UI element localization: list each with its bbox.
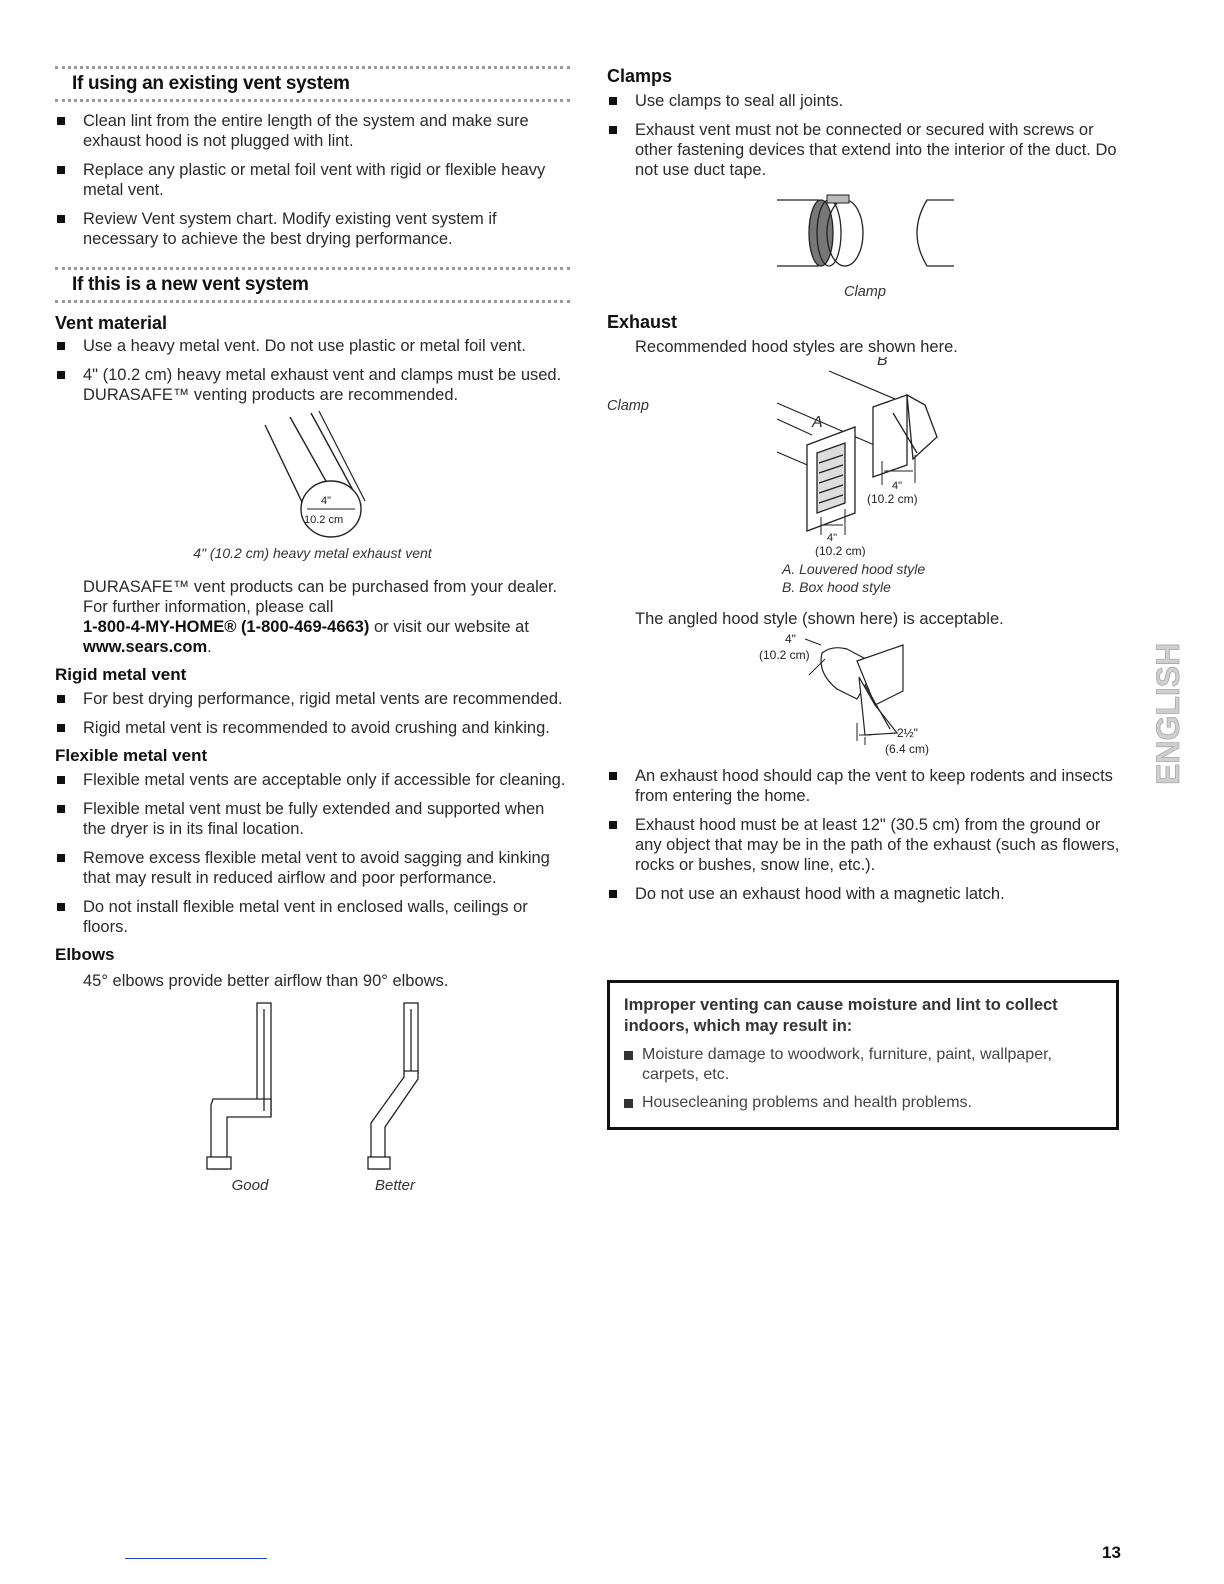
angled-hood-figure xyxy=(607,629,1127,759)
existing-vent-list xyxy=(55,111,570,249)
hood-dim-cm-2: (10.2 cm) xyxy=(815,544,866,557)
angled-hood-text: The angled hood style (shown here) is acceptable. xyxy=(635,610,1004,628)
durasafe-paragraph: DURASAFE™ vent products can be purchased from your dealer. For further information, please call 1-800-4-MY-HOME® (1-800-469-4663) or visit our website at www.sears.com. xyxy=(83,578,558,656)
hood-figure xyxy=(607,357,1127,571)
hood-caption-b: B. Box hood style xyxy=(782,579,891,595)
flexible-list xyxy=(55,770,570,937)
hood-dim-in-1: 4" xyxy=(892,480,903,492)
list-item: Moisture damage to woodwork, furniture, paint, wallpaper, carpets, etc. xyxy=(624,1045,1106,1085)
rigid-heading: Rigid metal vent xyxy=(55,665,187,684)
list-item: An exhaust hood should cap the vent to keep rodents and insects from entering the home. xyxy=(607,766,1127,806)
elbow-better-caption: Better xyxy=(374,1177,416,1194)
list-item: Remove excess flexible metal vent to avoid sagging and kinking that may result in reduced airflow and poor performance. xyxy=(55,848,570,888)
vent-material-heading: Vent material xyxy=(55,313,168,333)
left-column xyxy=(55,66,570,1199)
list-item: Use a heavy metal vent. Do not use plastic or metal foil vent. xyxy=(55,336,570,356)
elbows-illustration xyxy=(55,999,570,1179)
hood-dim-in-2: 4" xyxy=(827,532,838,544)
hood-styles-illustration xyxy=(607,357,1127,557)
list-item: Replace any plastic or metal foil vent with rigid or flexible heavy metal vent. xyxy=(55,160,570,200)
list-item: Flexible metal vents are acceptable only if accessible for cleaning. xyxy=(55,770,570,790)
side-tab-text: ENGLISH xyxy=(1150,642,1186,785)
list-item: Review Vent system chart. Modify existing vent system if necessary to achieve the best drying performance. xyxy=(55,209,570,249)
new-vent-heading: If this is a new vent system xyxy=(72,274,309,295)
clamp-caption: Clamp xyxy=(607,398,649,414)
angled-dim2-in: 2½" xyxy=(897,726,918,740)
vent-figure xyxy=(55,405,570,565)
clamp-illustration xyxy=(607,180,1127,280)
elbows-figure xyxy=(55,999,570,1199)
hood-list xyxy=(607,766,1127,904)
phone-number: 1-800-4-MY-HOME® (1-800-469-4663) xyxy=(83,618,370,636)
list-item: Use clamps to seal all joints. xyxy=(607,91,1127,111)
existing-vent-heading: If using an existing vent system xyxy=(72,73,350,94)
hood-label-b: B xyxy=(877,357,888,369)
clamps-heading: Clamps xyxy=(607,66,673,86)
hood-caption-a: A. Louvered hood style xyxy=(782,561,926,577)
angled-dim-cm: (10.2 cm) xyxy=(759,648,810,662)
flexible-heading: Flexible metal vent xyxy=(55,746,208,765)
clamps-list xyxy=(607,91,1127,180)
page-number: 13 xyxy=(1102,1543,1121,1562)
list-item: Clean lint from the entire length of the system and make sure exhaust hood is not plugged with lint. xyxy=(55,111,570,151)
side-tab-graphic xyxy=(1147,575,1191,790)
angled-hood-illustration xyxy=(607,629,1127,757)
right-column xyxy=(607,66,1127,904)
list-item: Do not install flexible metal vent in enclosed walls, ceilings or floors. xyxy=(55,897,570,937)
angled-dim2-cm: (6.4 cm) xyxy=(885,742,930,756)
exhaust-heading: Exhaust xyxy=(607,312,678,332)
exhaust-text: Recommended hood styles are shown here. xyxy=(635,338,958,356)
website-link[interactable]: www.sears.com xyxy=(83,638,208,656)
footer-line xyxy=(125,1558,267,1559)
list-item: Exhaust vent must not be connected or secured with screws or other fastening devices that extend into the interior of the duct. Do not use duct tape. xyxy=(607,120,1127,180)
angled-dim-in: 4" xyxy=(785,632,796,646)
divider xyxy=(55,300,570,303)
language-side-tab xyxy=(1147,575,1191,790)
vent-pipe-illustration xyxy=(55,405,570,545)
rigid-list xyxy=(55,689,570,738)
elbow-good-caption: Good xyxy=(231,1177,269,1194)
hood-dim-cm-1: (10.2 cm) xyxy=(867,492,918,506)
list-item: Exhaust hood must be at least 12" (30.5 cm) from the ground or any object that may be in the path of the exhaust (such as flowers, rocks or bushes, snow line, etc.). xyxy=(607,815,1127,875)
vent-fig-caption: 4" (10.2 cm) heavy metal exhaust vent xyxy=(193,545,432,561)
venting-warning-box xyxy=(607,980,1119,1130)
list-item: For best drying performance, rigid metal vents are recommended. xyxy=(55,689,570,709)
elbows-heading: Elbows xyxy=(55,945,115,964)
list-item: Housecleaning problems and health problems. xyxy=(624,1093,1106,1113)
hood-label-a: A xyxy=(812,414,823,431)
vent-material-list xyxy=(55,336,570,405)
divider xyxy=(55,99,570,102)
elbows-text: 45° elbows provide better airflow than 90° elbows. xyxy=(83,972,449,990)
list-item: Do not use an exhaust hood with a magnetic latch. xyxy=(607,884,1127,904)
vent-fig-label-in: 4" xyxy=(321,495,332,507)
vent-fig-label-cm: 10.2 cm xyxy=(304,514,344,526)
list-item: 4" (10.2 cm) heavy metal exhaust vent and clamps must be used. DURASAFE™ venting products are recommended. xyxy=(55,365,570,405)
list-item: Flexible metal vent must be fully extended and supported when the dryer is in its final location. xyxy=(55,799,570,839)
warning-title: Improper venting can cause moisture and lint to collect indoors, which may result in: xyxy=(624,996,1058,1035)
clamp-caption-label: Clamp xyxy=(844,284,886,300)
list-item: Rigid metal vent is recommended to avoid crushing and kinking. xyxy=(55,718,570,738)
